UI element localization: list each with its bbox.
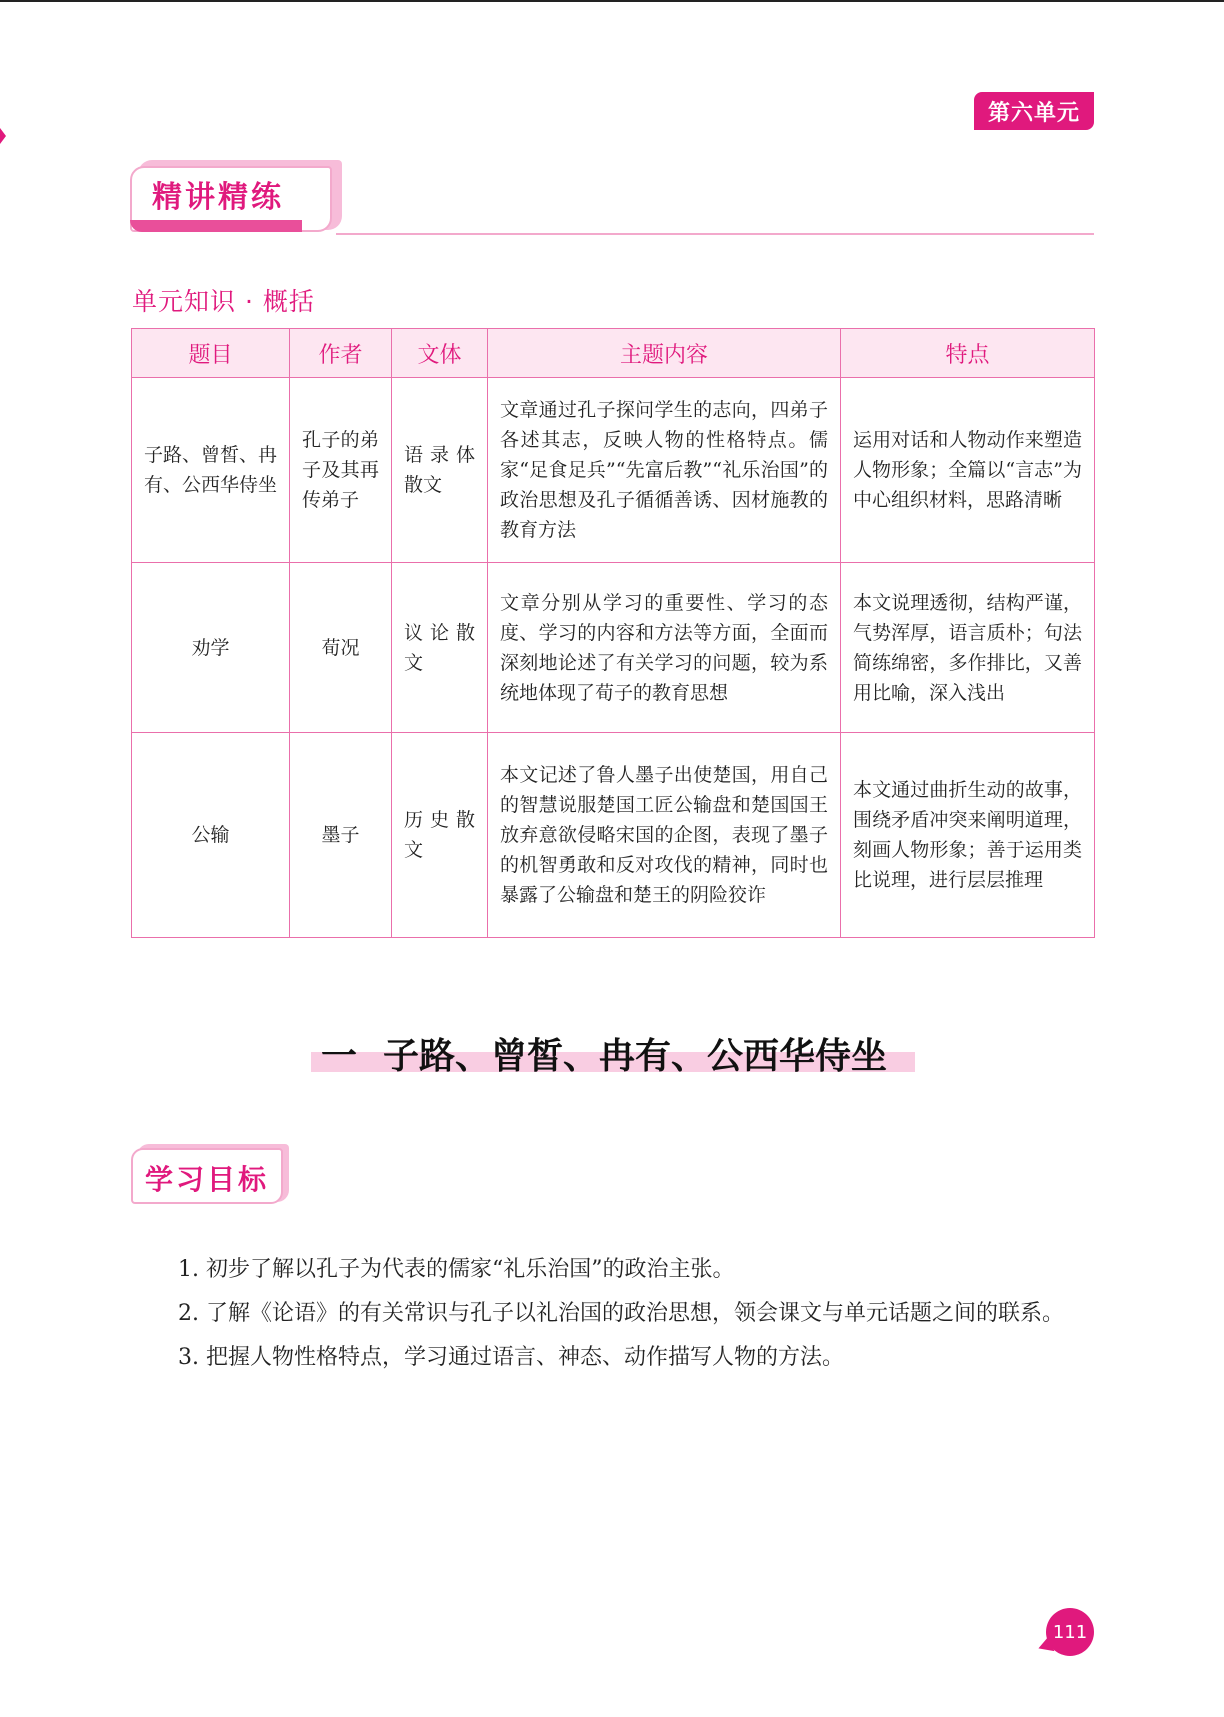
goal-item: 1. 初步了解以孔子为代表的儒家“礼乐治国”的政治主张。 bbox=[178, 1257, 735, 1282]
margin-marker bbox=[0, 128, 6, 144]
lesson-title-text bbox=[321, 1028, 887, 1079]
knowledge-table bbox=[131, 328, 1095, 938]
header-author: 作者 bbox=[290, 329, 392, 378]
cell-genre: 历史散文 bbox=[392, 733, 488, 938]
cell-theme: 文章分别从学习的重要性、学习的态度、学习的内容和方法等方面，全面而深刻地论述了有关学习的问题，较为系统地体现了荀子的教育思想 bbox=[488, 563, 841, 733]
cell-author: 孔子的弟子及其再传弟子 bbox=[290, 378, 392, 563]
top-border bbox=[0, 0, 1224, 2]
cell-genre: 语录体散文 bbox=[392, 378, 488, 563]
cell-title: 公输 bbox=[132, 733, 290, 938]
page-number: 111 bbox=[1046, 1608, 1094, 1656]
cell-features: 本文通过曲折生动的故事，围绕矛盾冲突来阐明道理，刻画人物形象；善于运用类比说理，进行层层推理 bbox=[841, 733, 1095, 938]
cell-features: 运用对话和人物动作来塑造人物形象；全篇以“言志”为中心组织材料，思路清晰 bbox=[841, 378, 1095, 563]
section-heading-bar bbox=[130, 220, 302, 232]
header-theme: 主题内容 bbox=[488, 329, 841, 378]
cell-features: 本文说理透彻，结构严谨，气势浑厚，语言质朴；句法简练绵密，多作排比，又善用比喻，深入浅出 bbox=[841, 563, 1095, 733]
unit-badge: 第六单元 bbox=[974, 92, 1094, 130]
goal-item: 3. 把握人物性格特点，学习通过语言、神态、动作描写人物的方法。 bbox=[178, 1345, 844, 1370]
table-header-row bbox=[132, 329, 1095, 378]
goals-heading bbox=[131, 1144, 289, 1204]
cell-theme: 文章通过孔子探问学生的志向，四弟子各述其志，反映人物的性格特点。儒家“足食足兵”“先富后教”“礼乐治国”的政治思想及孔子循循善诱、因材施教的教育方法 bbox=[488, 378, 841, 563]
lesson-title: 子路、曾皙、冉有、公西华侍坐 bbox=[383, 1035, 888, 1077]
cell-author: 荀况 bbox=[290, 563, 392, 733]
table-row bbox=[132, 733, 1095, 938]
header-features: 特点 bbox=[841, 329, 1095, 378]
goals-title: 学习目标 bbox=[145, 1163, 270, 1196]
table-row bbox=[132, 378, 1095, 563]
section-divider bbox=[336, 233, 1094, 235]
lesson-heading bbox=[311, 1028, 915, 1077]
header-genre: 文体 bbox=[392, 329, 488, 378]
cell-author: 墨子 bbox=[290, 733, 392, 938]
section-title: 精讲精练 bbox=[152, 180, 284, 215]
cell-genre: 议论散文 bbox=[392, 563, 488, 733]
header-title: 题目 bbox=[132, 329, 290, 378]
cell-title: 劝学 bbox=[132, 563, 290, 733]
goals-list bbox=[178, 1248, 1118, 1380]
cell-theme: 本文记述了鲁人墨子出使楚国，用自己的智慧说服楚国工匠公输盘和楚国国王放弃意欲侵略宋国的企图，表现了墨子的机智勇敢和反对攻伐的精神，同时也暴露了公输盘和楚王的阴险狡诈 bbox=[488, 733, 841, 938]
goal-item: 2. 了解《论语》的有关常识与孔子以礼治国的政治思想，领会课文与单元话题之间的联系。 bbox=[178, 1301, 1064, 1326]
section-heading bbox=[130, 158, 342, 234]
lesson-number: 一 bbox=[321, 1035, 358, 1077]
table-row bbox=[132, 563, 1095, 733]
section-subtitle: 单元知识 · 概括 bbox=[132, 287, 315, 316]
cell-title: 子路、曾皙、冉有、公西华侍坐 bbox=[132, 378, 290, 563]
